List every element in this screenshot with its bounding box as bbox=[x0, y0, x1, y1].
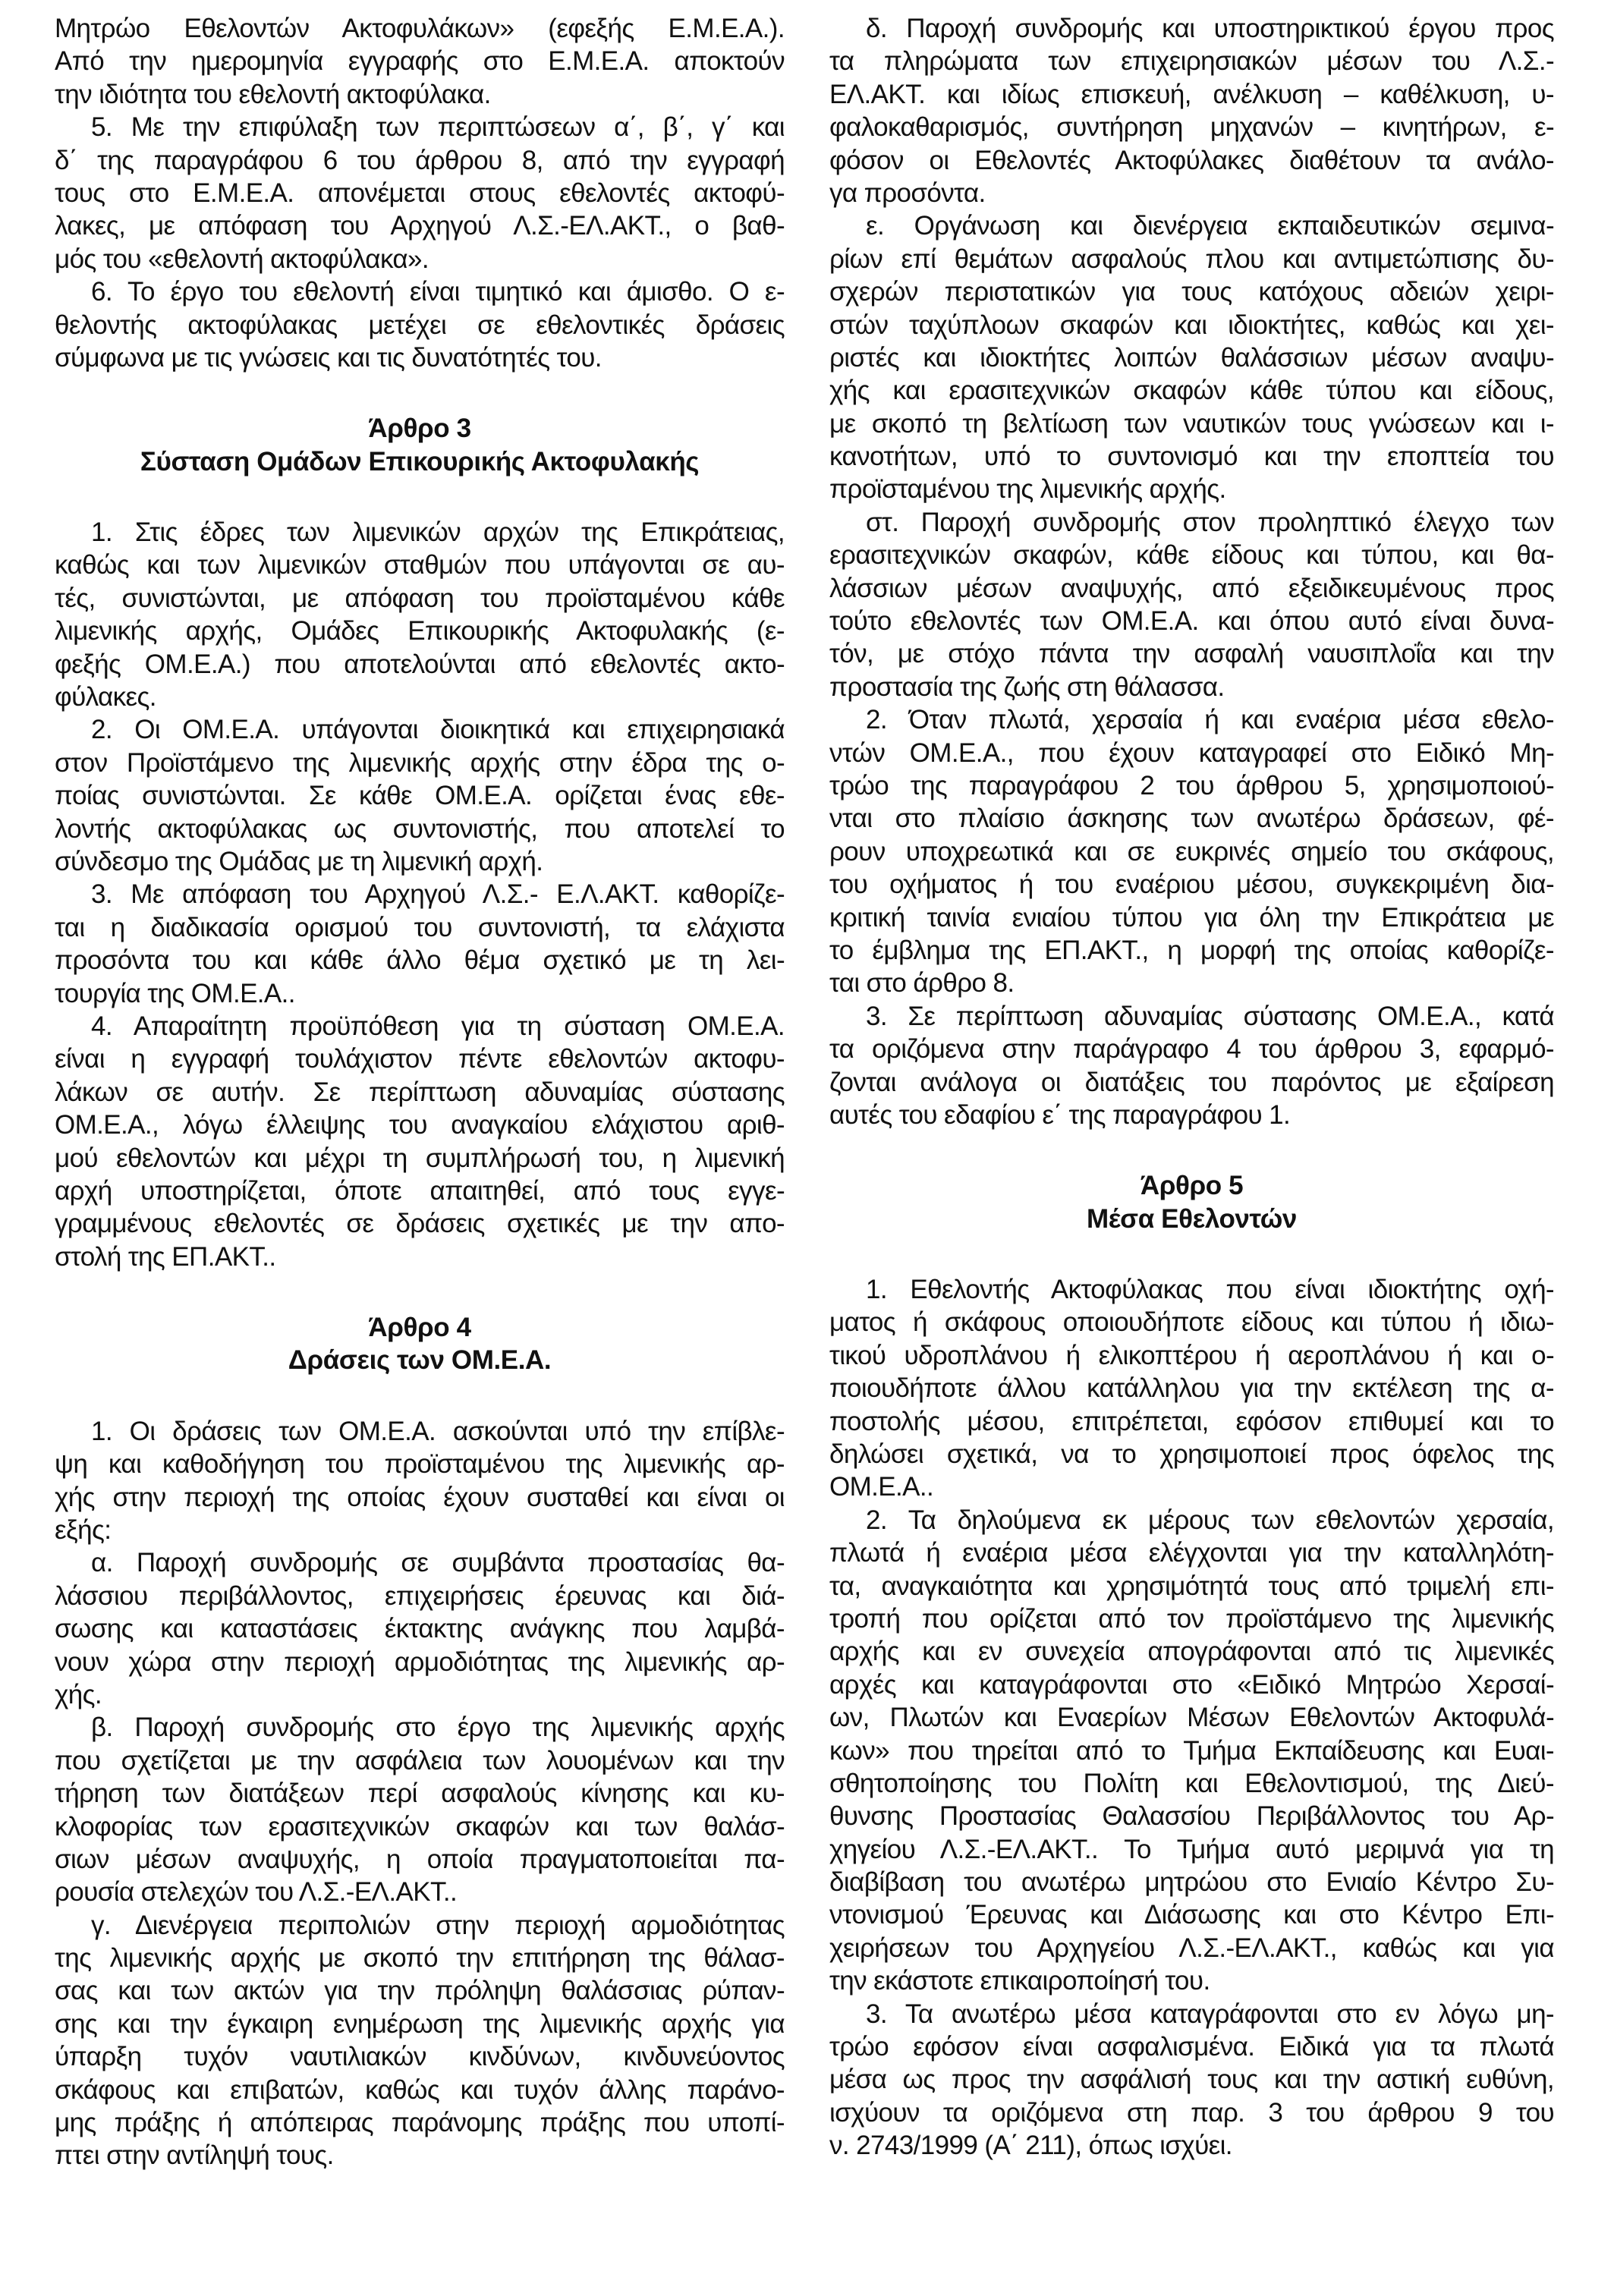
paragraph bbox=[55, 111, 785, 275]
text-line: σύνδεσμο της Ομάδας με τη λιμενική αρχή. bbox=[55, 846, 543, 876]
article-number-heading: Άρθρο 5 bbox=[1140, 1171, 1244, 1201]
text-line: σης και την έγκαιρη ενημέρωση της λιμενικής αρχής για bbox=[55, 2008, 785, 2039]
text-line: προσόντα του και κάθε άλλο θέμα σχετικό με τη λει- bbox=[55, 945, 785, 976]
text-line: ποιουδήποτε άλλου κατάλληλου για την εκτέλεση της α- bbox=[829, 1373, 1554, 1404]
text-line: ν. 2743/1999 (Α΄ 211), όπως ισχύει. bbox=[829, 2131, 1232, 2161]
article-title-heading: Δράσεις των ΟΜ.Ε.Α. bbox=[288, 1345, 552, 1376]
text-line: 3. Τα ανωτέρω μέσα καταγράφονται στο εν λόγω μη- bbox=[866, 1999, 1554, 2029]
text-line: το έμβλημα της ΕΠ.ΑΚΤ., η μορφή της οποίας καθορίζε- bbox=[829, 935, 1554, 965]
text-line: 2. Όταν πλωτά, χερσαία ή και εναέρια μέσα εθελο- bbox=[866, 705, 1554, 735]
text-line: ΟΜ.Ε.Α., λόγω έλλειψης του αναγκαίου ελάχιστου αριθ- bbox=[55, 1110, 785, 1140]
text-line: τουργία της ΟΜ.Ε.Α.. bbox=[55, 978, 295, 1008]
text-line: στών ταχύπλοων σκαφών και ιδιοκτήτες, καθώς και χει- bbox=[829, 310, 1554, 340]
text-line: στον Προϊστάμενο της λιμενικής αρχής στην έδρα της ο- bbox=[55, 747, 785, 778]
text-line: ρουσία στελεχών του Λ.Σ.-ΕΛ.ΑΚΤ.. bbox=[55, 1877, 458, 1908]
text-line: τους στο Ε.Μ.Ε.Α. απονέμεται στους εθελοντές ακτοφύ- bbox=[55, 178, 785, 208]
text-line: τές, συνιστώνται, με απόφαση του προϊσταμένου κάθε bbox=[55, 583, 785, 613]
text-line: ντονισμού Έρευνας και Διάσωσης και στο Κέντρο Επι- bbox=[829, 1900, 1554, 1930]
text-line: ψη και καθοδήγηση του προϊσταμένου της λιμενικής αρ- bbox=[55, 1449, 785, 1480]
text-line: σύμφωνα με τις γνώσεις και τις δυνατότητές του. bbox=[55, 342, 602, 373]
text-line: εξής: bbox=[55, 1515, 112, 1546]
paragraph bbox=[829, 209, 1554, 506]
text-line: ποίας συνιστώνται. Σε κάθε ΟΜ.Ε.Α. ορίζεται ένας εθε- bbox=[55, 781, 785, 811]
text-line: τόν, με στόχο πάντα την ασφαλή ναυσιπλοΐα και την bbox=[829, 639, 1554, 669]
text-line: την ιδιότητα του εθελοντή ακτοφύλακα. bbox=[55, 79, 491, 109]
text-line: αρχή υποστηρίζεται, όποτε απαιτηθεί, από τους εγγε- bbox=[55, 1175, 785, 1206]
text-line: θυνσης Προστασίας Θαλασσίου Περιβάλλοντος του Αρ- bbox=[829, 1801, 1554, 1832]
paragraph bbox=[55, 1010, 785, 1273]
text-line: σκάφους και επιβατών, καθώς και τυχόν άλλης παράνο- bbox=[55, 2074, 785, 2105]
text-line: διαβίβαση του ανωτέρω μητρώου στο Ενιαίο Κέντρο Συ- bbox=[829, 1867, 1554, 1898]
article-number-heading: Άρθρο 3 bbox=[368, 414, 471, 444]
text-line: λιμενικής αρχής, Ομάδες Επικουρικής Ακτοφυλακής (ε- bbox=[55, 616, 785, 646]
text-line: λακες, με απόφαση του Αρχηγού Λ.Σ.-ΕΛ.ΑΚΤ., ο βαθ- bbox=[55, 211, 785, 241]
text-line: τα πληρώματα των επιχειρησιακών μέσων του Λ.Σ.- bbox=[829, 46, 1554, 77]
right-column bbox=[829, 12, 1554, 2162]
text-line: χηγείου Λ.Σ.-ΕΛ.ΑΚΤ.. Το Τμήμα αυτό μεριμνά για τη bbox=[829, 1834, 1554, 1864]
text-line: αυτές του εδαφίου ε΄ της παραγράφου 1. bbox=[829, 1099, 1291, 1130]
spacer bbox=[829, 1235, 1554, 1273]
paragraph bbox=[55, 275, 785, 374]
text-line: 4. Απαραίτητη προϋπόθεση για τη σύσταση ΟΜ.Ε.Α. bbox=[91, 1011, 785, 1041]
text-line: τα, αναγκαιότητα και χρησιμότητά τους από τριμελή επι- bbox=[829, 1571, 1554, 1601]
text-line: που σχετίζεται με την ασφάλεια των λουομένων και την bbox=[55, 1745, 785, 1775]
text-line: ται στο άρθρο 8. bbox=[829, 968, 1015, 999]
text-line: σχερών περιστατικών για τους κατόχους αδειών χειρι- bbox=[829, 277, 1554, 307]
text-line: μης πράξης ή απόπειρας παράνομης πράξης που υποπί- bbox=[55, 2108, 785, 2138]
left-column bbox=[55, 12, 785, 2172]
paragraph bbox=[829, 506, 1554, 703]
text-line: φόσον οι Εθελοντές Ακτοφύλακες διαθέτουν τα ανάλο- bbox=[829, 145, 1554, 175]
text-line: χής. bbox=[55, 1679, 102, 1709]
text-line: β. Παροχή συνδρομής στο έργο της λιμενικής αρχής bbox=[91, 1713, 785, 1743]
text-line: μός του «εθελοντή ακτοφύλακα». bbox=[55, 244, 429, 274]
text-line: 5. Με την επιφύλαξη των περιπτώσεων α΄, β΄, γ΄ και bbox=[91, 112, 785, 143]
text-line: δηλώσει σχετικά, να το χρησιμοποιεί προς όφελος της bbox=[829, 1439, 1554, 1470]
text-line: ρουν υποχρεωτικά και σε ευκρινές σημείο του σκάφους, bbox=[829, 836, 1554, 867]
text-line: ΕΛ.ΑΚΤ. και ιδίως επισκευή, ανέλκυση – καθέλκυση, υ- bbox=[829, 79, 1554, 109]
paragraph bbox=[829, 1000, 1554, 1132]
paragraph bbox=[829, 1273, 1554, 1504]
text-line: 2. Τα δηλούμενα εκ μέρους των εθελοντών χερσαία, bbox=[866, 1505, 1554, 1535]
text-line: νουν χώρα στην περιοχή αρμοδιότητας της λιμενικής αρ- bbox=[55, 1647, 785, 1677]
text-line: 1. Εθελοντής Ακτοφύλακας που είναι ιδιοκτήτης οχή- bbox=[866, 1275, 1554, 1305]
paragraph bbox=[55, 878, 785, 1010]
text-line: προϊσταμένου της λιμενικής αρχής. bbox=[829, 474, 1226, 505]
text-line: 3. Με απόφαση του Αρχηγού Λ.Σ.- Ε.Λ.ΑΚΤ. καθορίζε- bbox=[91, 879, 785, 910]
text-line: ε. Οργάνωση και διενέργεια εκπαιδευτικών σεμινα- bbox=[866, 211, 1554, 241]
text-line: σας και των ακτών για την πρόληψη θαλάσσιας ρύπαν- bbox=[55, 1976, 785, 2006]
text-line: κριτική ταινία ενιαίου τύπου για όλη την Επικράτεια με bbox=[829, 902, 1554, 933]
paragraph bbox=[55, 1909, 785, 2172]
paragraph bbox=[829, 703, 1554, 1000]
paragraph bbox=[55, 516, 785, 713]
text-line: προστασία της ζωής στη θάλασσα. bbox=[829, 672, 1225, 702]
text-line: αρχές και καταγράφονται στο «Ειδικό Μητρώο Χερσαί- bbox=[829, 1669, 1554, 1700]
text-line: είναι η εγγραφή τουλάχιστον πέντε εθελοντών ακτοφυ- bbox=[55, 1044, 785, 1074]
text-line: στ. Παροχή συνδρομής στον προληπτικό έλεγχο των bbox=[866, 507, 1554, 537]
text-line: σθητοποίησης του Πολίτη και Εθελοντισμού, της Διεύ- bbox=[829, 1768, 1554, 1798]
text-line: λάκων σε αυτήν. Σε περίπτωση αδυναμίας σύστασης bbox=[55, 1077, 785, 1107]
text-line: 2. Οι ΟΜ.Ε.Α. υπάγονται διοικητικά και επιχειρησιακά bbox=[91, 715, 785, 745]
article-number-heading: Άρθρο 4 bbox=[368, 1313, 471, 1343]
text-line: μέσα ως προς την ασφάλισή τους και την αστική ευθύνη, bbox=[829, 2065, 1554, 2095]
text-line: χής και ερασιτεχνικών σκαφών κάθε τύπου και είδους, bbox=[829, 376, 1554, 406]
text-line: καθώς και των λιμενικών σταθμών που υπάγονται σε αυ- bbox=[55, 550, 785, 580]
text-line: πτει στην αντίληψή τους. bbox=[55, 2140, 334, 2171]
text-line: μού εθελοντών και μέχρι τη συμπλήρωσή του, η λιμενική bbox=[55, 1143, 785, 1173]
text-line: του οχήματος ή του εναέριου μέσου, συγκεκριμένη δια- bbox=[829, 870, 1554, 900]
text-line: σωσης και καταστάσεις έκτακτης ανάγκης που λαμβά- bbox=[55, 1614, 785, 1644]
spacer bbox=[55, 478, 785, 516]
text-line: χειρήσεων του Αρχηγείου Λ.Σ.-ΕΛ.ΑΚΤ., καθώς και για bbox=[829, 1933, 1554, 1963]
text-line: 3. Σε περίπτωση αδυναμίας σύστασης ΟΜ.Ε.Α., κατά bbox=[866, 1001, 1554, 1031]
text-line: φύλακες. bbox=[55, 682, 156, 712]
text-line: ερασιτεχνικών σκαφών, κάθε είδους και τύπου, και θα- bbox=[829, 540, 1554, 571]
text-line: ντών ΟΜ.Ε.Α., που έχουν καταγραφεί στο Ειδικό Μη- bbox=[829, 738, 1554, 768]
text-line: λάσσιων μέσων αναψυχής, από εξειδικευμένους προς bbox=[829, 573, 1554, 603]
text-line: ματος ή σκάφους οποιουδήποτε είδους και τύπου ή ιδιω- bbox=[829, 1307, 1554, 1338]
text-line: φαλοκαθαρισμός, συντήρηση μηχανών – κινητήρων, ε- bbox=[829, 112, 1554, 143]
text-line: ων, Πλωτών και Εναερίων Μέσων Εθελοντών Ακτοφυλά- bbox=[829, 1703, 1554, 1733]
text-line: με σκοπό τη βελτίωση των ναυτικών τους γνώσεων και ι- bbox=[829, 408, 1554, 439]
text-line: Από την ημερομηνία εγγραφής στο Ε.Μ.Ε.Α. αποκτούν bbox=[55, 46, 785, 77]
text-line: θελοντής ακτοφύλακας μετέχει σε εθελοντικές δράσεις bbox=[55, 310, 785, 340]
text-line: 1. Οι δράσεις των ΟΜ.Ε.Α. ασκούνται υπό την επίβλε- bbox=[91, 1416, 785, 1446]
text-line: Μητρώο Εθελοντών Ακτοφυλάκων» (εφεξής Ε.Μ.Ε.Α.). bbox=[55, 14, 785, 43]
article-title-heading: Σύσταση Ομάδων Επικουρικής Ακτοφυλακής bbox=[140, 446, 700, 476]
text-line: 6. Το έργο του εθελοντή είναι τιμητικό και άμισθο. Ο ε- bbox=[91, 277, 785, 307]
text-line: χής στην περιοχή της οποίας έχουν συσταθεί και είναι οι bbox=[55, 1482, 785, 1512]
paragraph bbox=[829, 12, 1554, 209]
paragraph bbox=[829, 1998, 1554, 2162]
spacer bbox=[55, 1273, 785, 1311]
text-line: ΟΜ.Ε.Α.. bbox=[829, 1472, 934, 1502]
text-line: κλοφορίας των ερασιτεχνικών σκαφών και των θαλάσ- bbox=[55, 1811, 785, 1842]
spacer bbox=[829, 1131, 1554, 1169]
text-line: της λιμενικής αρχής με σκοπό την επιτήρηση της θάλασ- bbox=[55, 1943, 785, 1974]
text-line: κων» που τηρείται από το Τμήμα Εκπαίδευσης και Ευαι- bbox=[829, 1735, 1554, 1766]
article-title-heading: Μέσα Εθελοντών bbox=[1087, 1203, 1297, 1234]
paragraph bbox=[55, 1415, 785, 1547]
text-line: δ. Παροχή συνδρομής και υποστηρικτικού έργου προς bbox=[866, 14, 1554, 43]
text-line: τρώο της παραγράφου 2 του άρθρου 5, χρησιμοποιού- bbox=[829, 770, 1554, 800]
paragraph bbox=[55, 1546, 785, 1711]
text-line: τικού υδροπλάνου ή ελικοπτέρου ή αεροπλάνου ή και ο- bbox=[829, 1340, 1554, 1370]
text-line: α. Παροχή συνδρομής σε συμβάντα προστασίας θα- bbox=[91, 1548, 785, 1578]
spacer bbox=[55, 1377, 785, 1415]
text-line: λοντής ακτοφύλακας ως συντονιστής, που αποτελεί το bbox=[55, 813, 785, 844]
paragraph bbox=[55, 12, 785, 111]
text-line: ύπαρξη τυχόν ναυτιλιακών κινδύνων, κινδυνεύοντος bbox=[55, 2042, 785, 2072]
paragraph bbox=[55, 1711, 785, 1908]
text-line: τήρηση των διατάξεων περί ασφαλούς κίνησης και κυ- bbox=[55, 1779, 785, 1809]
text-line: φεξής ΟΜ.Ε.Α.) που αποτελούνται από εθελοντές ακτο- bbox=[55, 649, 785, 679]
text-line: τρώο εφόσον είναι ασφαλισμένα. Ειδικά για τα πλωτά bbox=[829, 2032, 1554, 2062]
text-line: ζονται ανάλογα οι διατάξεις του παρόντος με εξαίρεση bbox=[829, 1067, 1554, 1097]
spacer bbox=[55, 374, 785, 412]
text-line: αρχής και εν συνεχεία απογράφονται από τις λιμενικές bbox=[829, 1637, 1554, 1667]
text-line: γα προσόντα. bbox=[829, 178, 986, 208]
text-line: λάσσιου περιβάλλοντος, επιχειρήσεις έρευνας και διά- bbox=[55, 1580, 785, 1611]
text-line: σιων μέσων αναψυχής, η οποία πραγματοποιείται πα- bbox=[55, 1844, 785, 1874]
text-line: ται η διαδικασία ορισμού του συντονιστή, τα ελάχιστα bbox=[55, 912, 785, 942]
text-line: τροπή που ορίζεται από τον προϊστάμενο της λιμενικής bbox=[829, 1603, 1554, 1634]
text-line: γ. Διενέργεια περιπολιών στην περιοχή αρμοδιότητας bbox=[91, 1910, 785, 1940]
text-line: ρίων επί θεμάτων ασφαλούς πλου και αντιμετώπισης δυ- bbox=[829, 244, 1554, 274]
text-line: τα οριζόμενα στην παράγραφο 4 του άρθρου 3, εφαρμό- bbox=[829, 1034, 1554, 1065]
text-line: γραμμένους εθελοντές σε δράσεις σχετικές με την απο- bbox=[55, 1209, 785, 1239]
text-line: πλωτά ή εναέρια μέσα ελέγχονται για την καταλληλότη- bbox=[829, 1538, 1554, 1568]
text-line: την εκάστοτε επικαιροποίησή του. bbox=[829, 1966, 1210, 1996]
paragraph bbox=[829, 1504, 1554, 1998]
text-line: κανοτήτων, υπό το συντονισμό και την εποπτεία του bbox=[829, 442, 1554, 472]
text-line: ισχύουν τα οριζόμενα στη παρ. 3 του άρθρου 9 του bbox=[829, 2097, 1554, 2128]
text-line: δ΄ της παραγράφου 6 του άρθρου 8, από την εγγραφή bbox=[55, 145, 785, 175]
text-line: τούτο εθελοντές των ΟΜ.Ε.Α. και όπου αυτό είναι δυνα- bbox=[829, 606, 1554, 637]
text-line: ριστές και ιδιοκτήτες λοιπών θαλάσσιων μέσων αναψυ- bbox=[829, 342, 1554, 373]
paragraph bbox=[55, 713, 785, 878]
text-line: 1. Στις έδρες των λιμενικών αρχών της Επικράτειας, bbox=[91, 517, 785, 548]
text-line: στολή της ΕΠ.ΑΚΤ.. bbox=[55, 1241, 276, 1272]
text-line: νται στο πλαίσιο άσκησης των ανωτέρω δράσεων, φέ- bbox=[829, 804, 1554, 834]
text-line: ποστολής μέσου, επιτρέπεται, εφόσον επιθυμεί και το bbox=[829, 1406, 1554, 1436]
